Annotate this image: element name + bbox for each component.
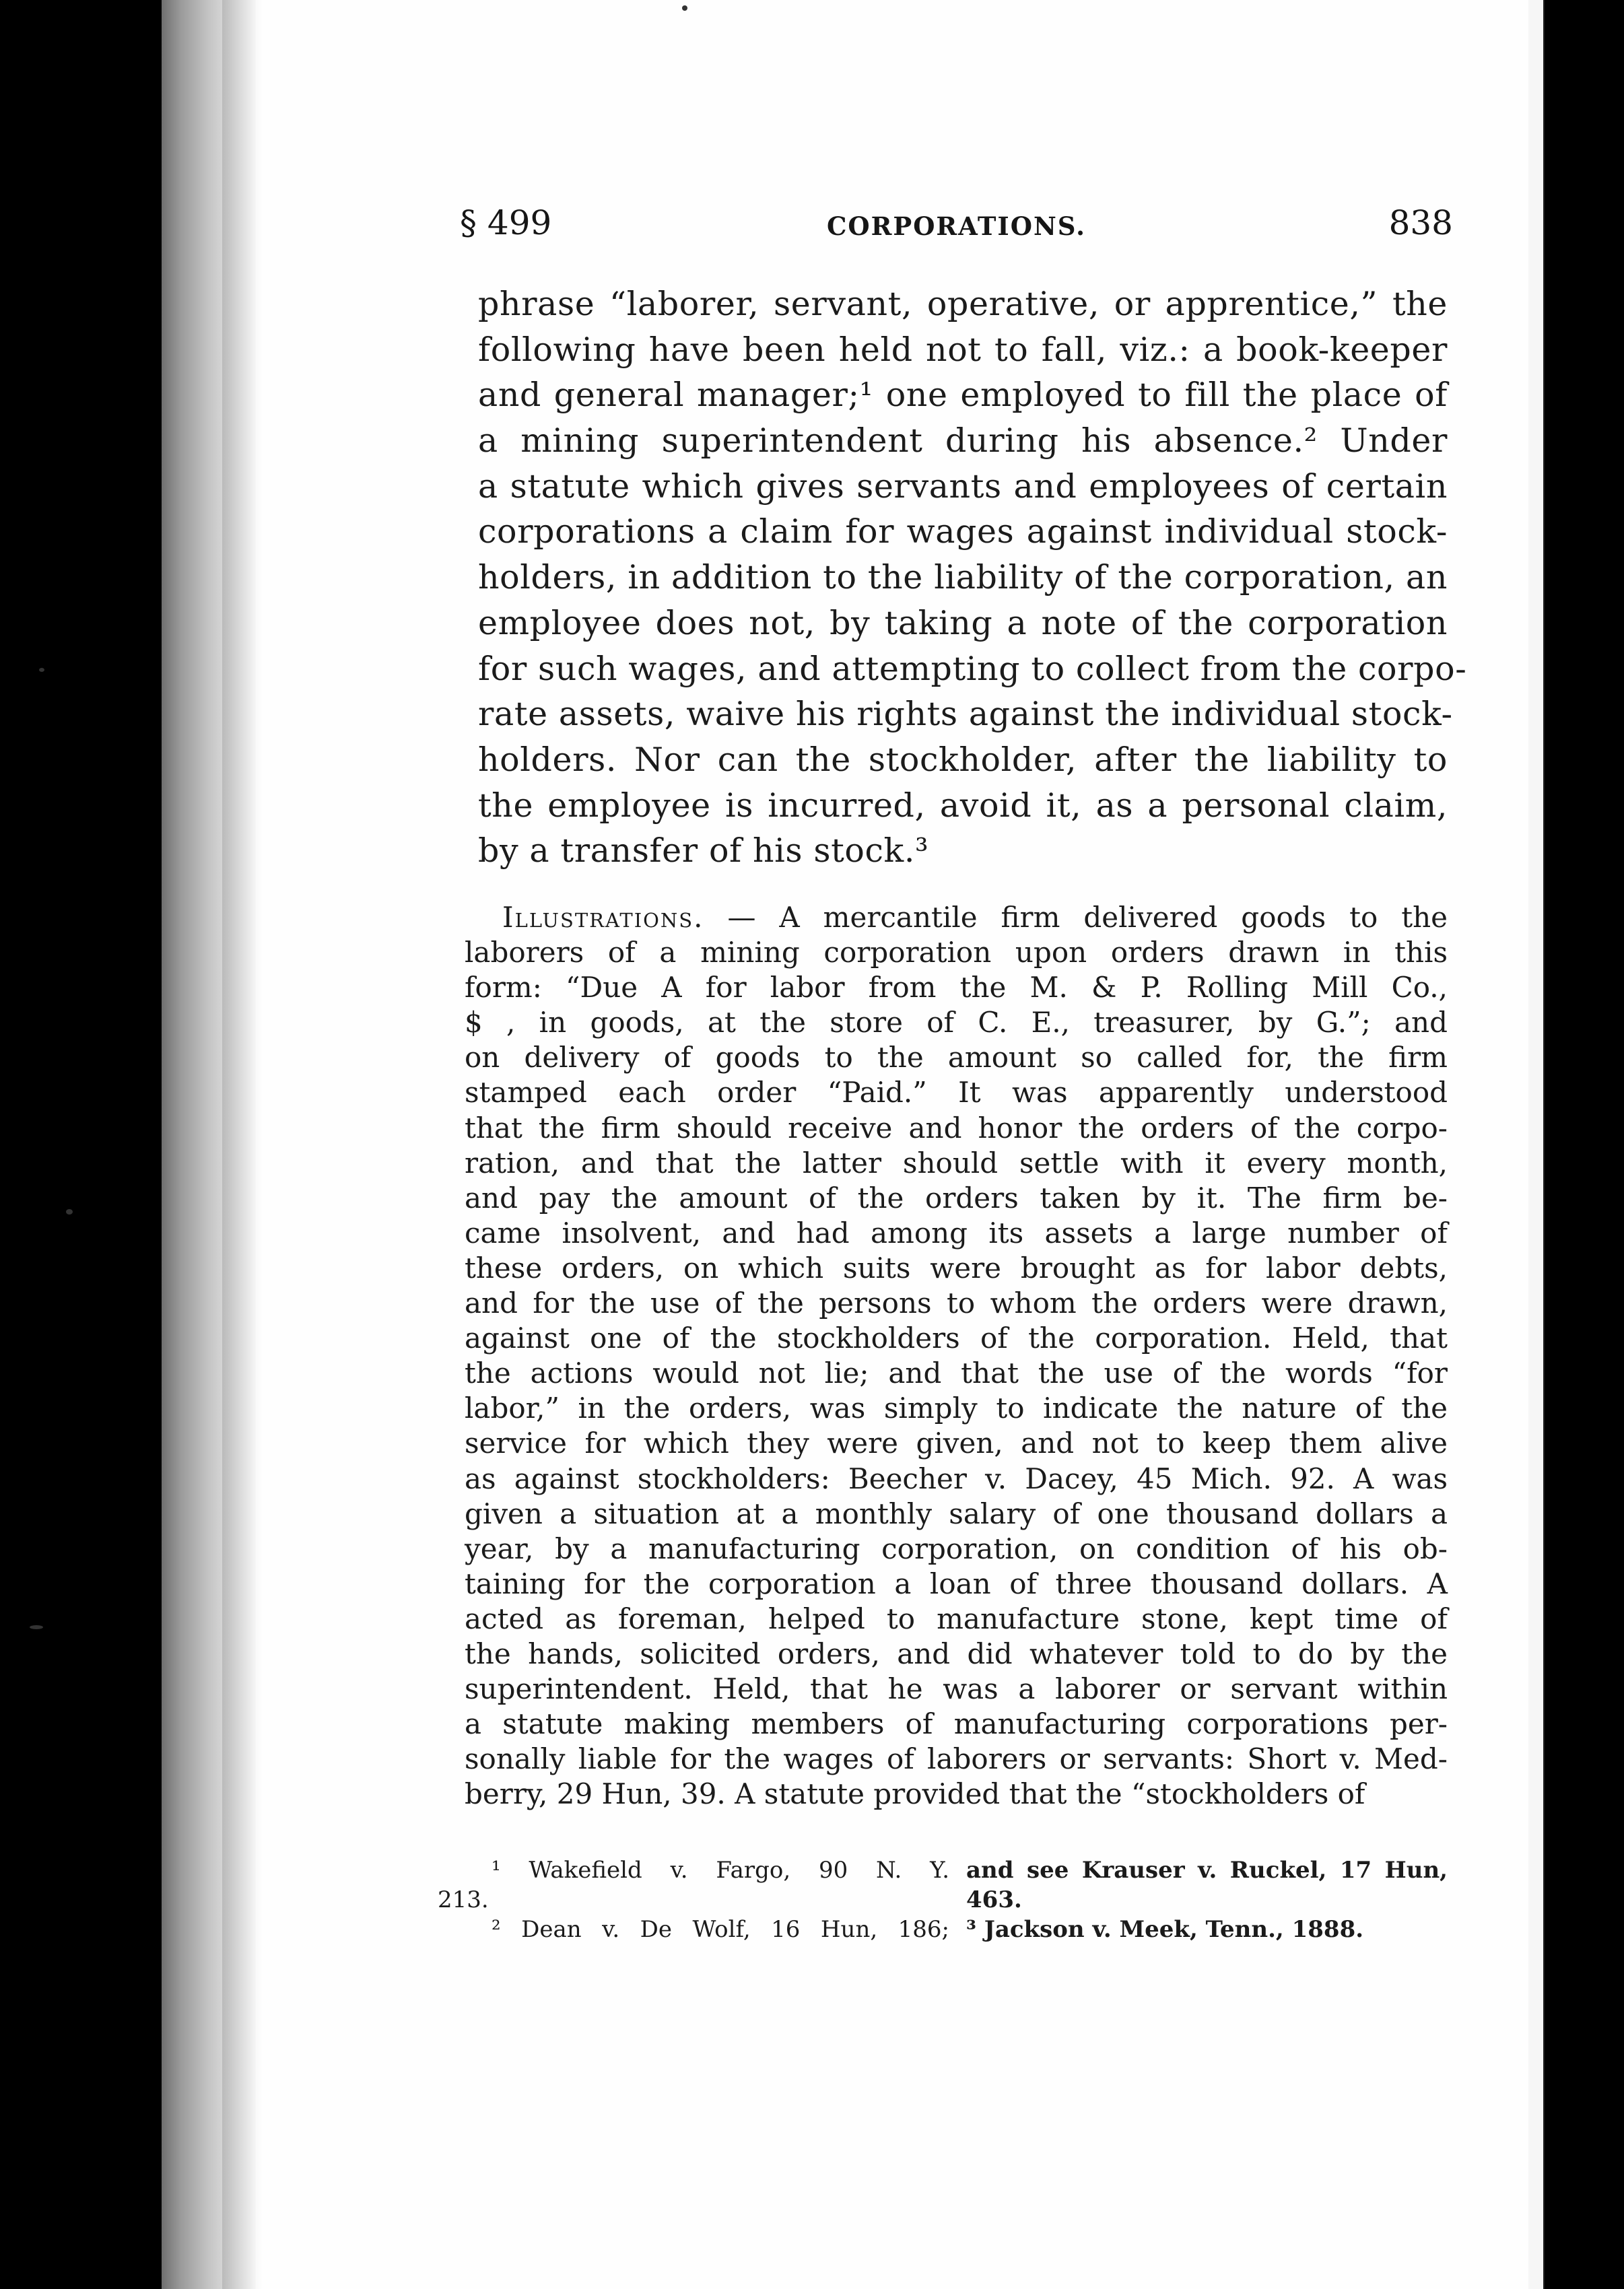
illustrations-line: superintendent. Held, that he was a laborer or servant within bbox=[465, 1672, 1448, 1706]
scan-background-right bbox=[1545, 0, 1624, 2289]
running-head bbox=[460, 195, 1453, 256]
scan-speck bbox=[682, 5, 687, 11]
illustrations-line: service for which they were given, and not to keep them alive bbox=[465, 1427, 1448, 1460]
illustrations-line: these orders, on which suits were brought as for labor debts, bbox=[465, 1251, 1448, 1285]
illustrations-line: came insolvent, and had among its assets a large number of bbox=[465, 1216, 1448, 1250]
illustrations-line: ration, and that the latter should settle with it every month, bbox=[465, 1146, 1448, 1180]
illustrations-line: laborers of a mining corporation upon orders drawn in this bbox=[465, 936, 1448, 969]
illustrations-block bbox=[465, 900, 1448, 1812]
illustrations-heading: Illustrations. bbox=[502, 901, 704, 934]
body-line: and general manager;¹ one employed to fill the place of bbox=[478, 376, 1448, 415]
illustrations-line: that the firm should receive and honor the orders of the corpo- bbox=[465, 1111, 1448, 1144]
body-line: employee does not, by taking a note of the corporation bbox=[478, 603, 1448, 642]
section-number: § 499 bbox=[460, 203, 552, 242]
footnote-1-page: 213. bbox=[438, 1886, 489, 1913]
body-line: a statute which gives servants and employees of certain bbox=[478, 467, 1448, 506]
illustrations-line: a statute making members of manufacturing corporations per- bbox=[465, 1707, 1448, 1741]
illustrations-line: taining for the corporation a loan of three thousand dollars. A bbox=[465, 1567, 1448, 1600]
body-line: a mining superintendent during his absence.² Under bbox=[478, 421, 1448, 460]
footnotes bbox=[438, 1855, 1448, 1944]
page-edge bbox=[1528, 0, 1543, 2289]
scan-background-left bbox=[0, 0, 175, 2289]
illustrations-line: stamped each order “Paid.” It was apparently understood bbox=[465, 1076, 1448, 1109]
illustrations-line: against one of the stockholders of the corporation. Held, that bbox=[465, 1322, 1448, 1355]
body-line: rate assets, waive his rights against the individual stock- bbox=[478, 695, 1453, 734]
body-line: for such wages, and attempting to collect from the corpo- bbox=[478, 649, 1467, 688]
illustrations-line: — A mercantile firm delivered goods to the bbox=[704, 901, 1448, 934]
illustrations-line: $ , in goods, at the store of C. E., treasurer, by G.”; and bbox=[465, 1006, 1448, 1039]
body-paragraph bbox=[478, 281, 1467, 874]
illustrations-line: on delivery of goods to the amount so called for, the firm bbox=[465, 1041, 1448, 1074]
illustrations-line: berry, 29 Hun, 39. A statute provided that the “stockholders of bbox=[465, 1777, 1365, 1811]
gutter-shadow bbox=[222, 0, 263, 2289]
illustrations-line: the hands, solicited orders, and did whatever told to do by the bbox=[465, 1637, 1448, 1670]
illustrations-line: sonally liable for the wages of laborers or servants: Short v. Med- bbox=[465, 1742, 1448, 1776]
footnote-1-continued-page: 463. bbox=[966, 1886, 1022, 1913]
footnote-row bbox=[438, 1855, 1448, 1885]
illustrations-line: form: “Due A for labor from the M. & P. Rolling Mill Co., bbox=[465, 971, 1448, 1004]
body-line: holders. Nor can the stockholder, after the liability to bbox=[478, 740, 1448, 779]
footnote-row bbox=[438, 1885, 1448, 1915]
illustrations-line: given a situation at a monthly salary of one thousand dollars a bbox=[465, 1497, 1448, 1530]
illustrations-line: year, by a manufacturing corporation, on condition of his ob- bbox=[465, 1532, 1448, 1565]
illustrations-line: acted as foreman, helped to manufacture stone, kept time of bbox=[465, 1602, 1448, 1635]
footnote-1-continued: and see Krauser v. Ruckel, 17 Hun, bbox=[966, 1857, 1448, 1884]
body-line: following have been held not to fall, viz.: a book-keeper bbox=[478, 330, 1448, 369]
footnote-1: ¹ Wakefield v. Fargo, 90 N. Y. bbox=[492, 1857, 949, 1884]
body-line: holders, in addition to the liability of the corporation, an bbox=[478, 558, 1448, 597]
illustrations-line: and pay the amount of the orders taken by it. The firm be- bbox=[465, 1181, 1448, 1215]
illustrations-line: the actions would not lie; and that the use of the words “for bbox=[465, 1357, 1448, 1390]
body-line: by a transfer of his stock.³ bbox=[478, 831, 929, 870]
illustrations-line: labor,” in the orders, was simply to indicate the nature of the bbox=[465, 1392, 1448, 1425]
page-title: CORPORATIONS. bbox=[826, 211, 1087, 241]
scan-speck bbox=[66, 1209, 73, 1215]
illustrations-line: as against stockholders: Beecher v. Dacey, 45 Mich. 92. A was bbox=[465, 1462, 1448, 1495]
body-line: phrase “laborer, servant, operative, or apprentice,” the bbox=[478, 285, 1448, 323]
scan-speck bbox=[39, 668, 44, 672]
body-line: corporations a claim for wages against individual stock- bbox=[478, 512, 1448, 551]
footnote-3: ³ Jackson v. Meek, Tenn., 1888. bbox=[966, 1916, 1364, 1943]
illustrations-first-line bbox=[465, 900, 1448, 935]
scan-speck bbox=[30, 1625, 43, 1629]
footnote-row bbox=[438, 1915, 1448, 1944]
page-number: 838 bbox=[1388, 203, 1453, 242]
footnote-2: ² Dean v. De Wolf, 16 Hun, 186; bbox=[492, 1916, 949, 1943]
body-line: the employee is incurred, avoid it, as a personal claim, bbox=[478, 786, 1448, 825]
illustrations-line: and for the use of the persons to whom the orders were drawn, bbox=[465, 1287, 1448, 1320]
